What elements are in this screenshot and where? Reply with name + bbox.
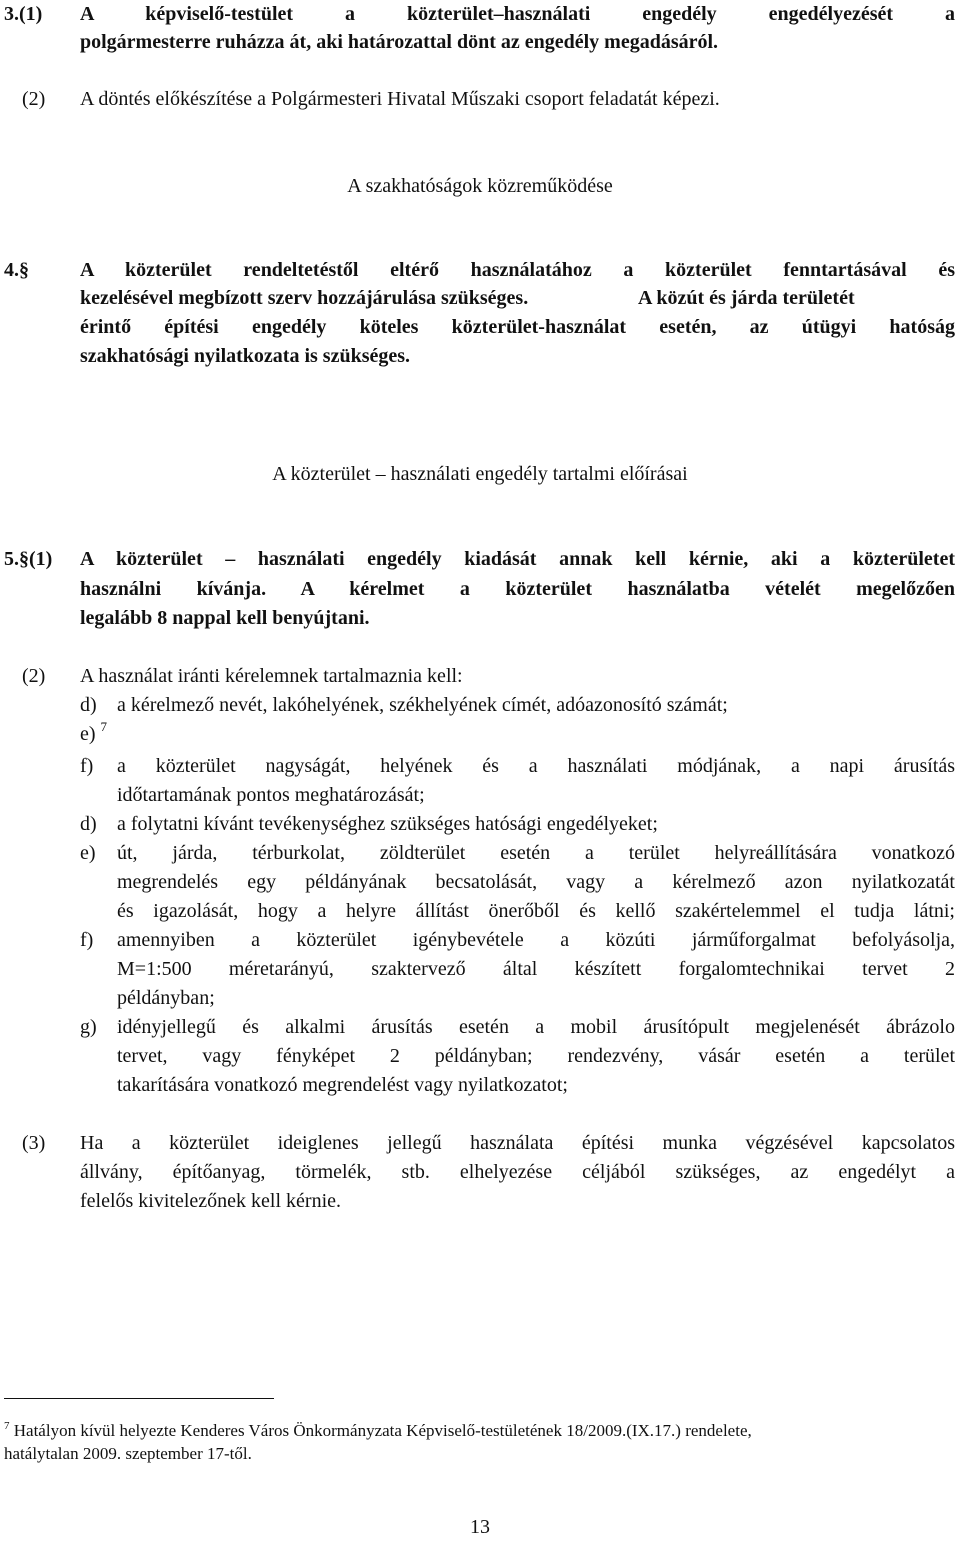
section-5-sub-2-label: (2): [22, 665, 46, 687]
section-5-line-1: A közterület – használati engedély kiadását annak kell kérnie, aki a közterületet: [80, 548, 955, 570]
section-4-line-1: A közterület rendeltetéstől eltérő használatához a közterület fenntartásával és: [80, 259, 955, 281]
list-item-label: d): [80, 813, 97, 835]
section-5-p3-line: felelős kivitelezőnek kell kérnie.: [80, 1190, 342, 1212]
list-item-label: d): [80, 694, 97, 716]
list-item-line: és igazolását, hogy a helyre állítást önerőből és kellő szakértelemmel el tudja látni;: [117, 900, 955, 922]
section-5-number: 5.§(1): [4, 548, 53, 570]
list-item-label: e): [80, 842, 96, 864]
section-4-line-4: szakhatósági nyilatkozata is szükséges.: [80, 345, 411, 367]
section-5-p3-line: Ha a közterület ideiglenes jellegű használata építési munka végzésével kapcsolatos: [80, 1132, 955, 1154]
section-3-line-2: polgármesterre ruházza át, aki határozattal dönt az engedély megadásáról.: [80, 31, 719, 53]
list-item-line: takarítására vonatkozó megrendelést vagy nyilatkozatot;: [117, 1074, 568, 1096]
list-item-line: M=1:500 méretarányú, szaktervező által készített forgalomtechnikai tervet 2: [117, 958, 955, 980]
section-4-number: 4.§: [4, 259, 29, 281]
list-item-label: g): [80, 1016, 97, 1038]
list-item-label: f): [80, 755, 94, 777]
list-item-line: a közterület nagyságát, helyének és a használati módjának, a napi árusítás: [117, 755, 955, 777]
list-item-line: megrendelés egy példányának becsatolását, vagy a kérelmező azon nyilatkozatát: [117, 871, 955, 893]
footnote-reference: 7: [100, 719, 108, 734]
page-number: 13: [470, 1516, 490, 1538]
section-5-line-3: legalább 8 nappal kell benyújtani.: [80, 607, 370, 629]
list-item-line: tervet, vagy fényképet 2 példányban; rendezvény, vásár esetén a terület: [117, 1045, 955, 1067]
section-3-paragraph-2: A döntés előkészítése a Polgármesteri Hivatal Műszaki csoport feladatát képezi.: [80, 88, 720, 110]
list-item-line: időtartamának pontos meghatározását;: [117, 784, 425, 806]
list-item-line: út, járda, térburkolat, zöldterület esetén a terület helyreállítására vonatkozó: [117, 842, 955, 864]
section-4-line-2b: A közút és járda területét: [638, 287, 855, 309]
footnote-line-1: $^7$ Hatályon kívül helyezte Kenderes Város Önkormányzata Képviselő-testületének 18/2009.(IX.17.) rendelete,: [4, 1420, 752, 1440]
list-item-line: a folytatni kívánt tevékenységhez szükséges hatósági engedélyeket;: [117, 813, 658, 835]
list-item-line: a kérelmező nevét, lakóhelyének, székhelyének címét, adóazonosító számát;: [117, 694, 728, 716]
section-3-sub-2-label: (2): [22, 88, 46, 110]
section-3-number: 3.(1): [4, 3, 43, 25]
section-5-p3-line: állvány, építőanyag, törmelék, stb. elhelyezése céljából szükséges, az engedélyt a: [80, 1161, 955, 1183]
section-4-line-2a: kezelésével megbízott szerv hozzájárulása szükséges.: [80, 287, 529, 309]
list-item-label: e) $^7$: [80, 719, 108, 745]
section-5-sub-3-label: (3): [22, 1132, 46, 1154]
section-3-line-1: A képviselő-testület a közterület–használati engedély engedélyezését a: [80, 3, 955, 25]
footnote-mark: 7: [4, 1420, 10, 1432]
section-5-p2-intro: A használat iránti kérelemnek tartalmaznia kell:: [80, 665, 463, 687]
list-item-label: f): [80, 929, 94, 951]
heading-tartalmi-eloirasai: A közterület – használati engedély tartalmi előírásai: [272, 463, 688, 485]
list-item-line: idényjellegű és alkalmi árusítás esetén a mobil árusítópult megjelenését ábrázolo: [117, 1016, 955, 1038]
list-item-line: amennyiben a közterület igénybevétele a közúti járműforgalmat befolyásolja,: [117, 929, 955, 951]
heading-szakhatosagok: A szakhatóságok közreműködése: [347, 175, 613, 197]
list-item-line: példányban;: [117, 987, 215, 1009]
section-4-line-3: érintő építési engedély köteles közterület-használat esetén, az útügyi hatóság: [80, 316, 955, 338]
footnote-line-2: hatálytalan 2009. szeptember 17-től.: [4, 1444, 252, 1463]
section-5-line-2: használni kívánja. A kérelmet a közterület használatba vételét megelőzően: [80, 578, 955, 600]
footnote-separator: [4, 1398, 274, 1399]
